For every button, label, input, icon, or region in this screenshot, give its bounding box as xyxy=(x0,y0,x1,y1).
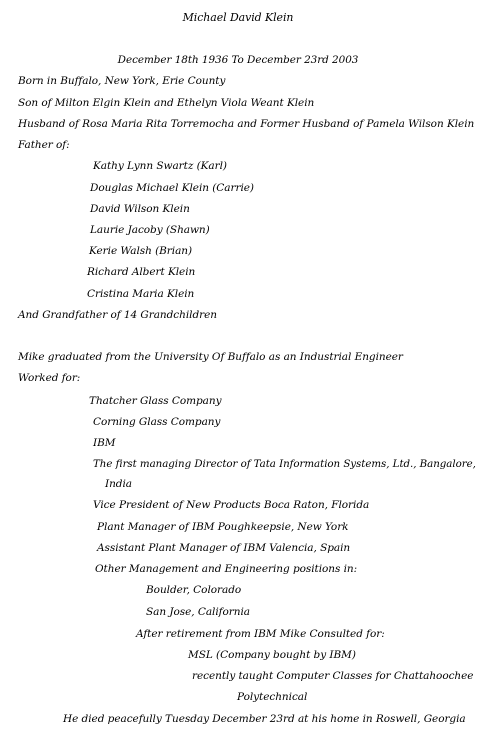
child-item: Douglas Michael Klein (Carrie) xyxy=(90,182,254,194)
birthplace: Born in Buffalo, New York, Erie County xyxy=(18,75,226,87)
father-of-label: Father of: xyxy=(18,139,70,151)
location-item: San Jose, California xyxy=(146,606,250,618)
grandfather-line: And Grandfather of 14 Grandchildren xyxy=(18,309,217,321)
child-item: Kerie Walsh (Brian) xyxy=(89,245,193,257)
location-item: Boulder, Colorado xyxy=(146,584,242,596)
life-dates: December 18th 1936 To December 23rd 2003 xyxy=(117,54,359,66)
consulting-company: MSL (Company bought by IBM) xyxy=(188,649,356,661)
child-item: Kathy Lynn Swartz (Karl) xyxy=(93,160,227,172)
retirement-line: After retirement from IBM Mike Consulted for: xyxy=(136,628,385,640)
company-item: IBM xyxy=(93,437,116,449)
child-item: Richard Albert Klein xyxy=(87,266,196,278)
other-positions-label: Other Management and Engineering positions in: xyxy=(95,563,358,575)
company-item: Thatcher Glass Company xyxy=(89,395,222,407)
role-item: Vice President of New Products Boca Raton, Florida xyxy=(93,499,370,511)
teaching-institution: Polytechnical xyxy=(237,691,308,703)
company-item: Corning Glass Company xyxy=(93,416,221,428)
worked-for-label: Worked for: xyxy=(18,372,81,384)
teaching-line: recently taught Computer Classes for Chattahoochee xyxy=(192,670,474,682)
tata-role-line: The first managing Director of Tata Information Systems, Ltd., Bangalore, xyxy=(93,458,476,470)
parents-line: Son of Milton Elgin Klein and Ethelyn Viola Weant Klein xyxy=(18,97,315,109)
role-item: Assistant Plant Manager of IBM Valencia, Spain xyxy=(97,542,351,554)
death-line: He died peacefully Tuesday December 23rd at his home in Roswell, Georgia xyxy=(63,713,466,725)
education-line: Mike graduated from the University Of Buffalo as an Industrial Engineer xyxy=(18,351,403,363)
role-item: Plant Manager of IBM Poughkeepsie, New York xyxy=(97,521,349,533)
child-item: Laurie Jacoby (Shawn) xyxy=(90,224,210,236)
child-item: Cristina Maria Klein xyxy=(87,288,195,300)
person-name: Michael David Klein xyxy=(182,11,294,24)
tata-role-location: India xyxy=(105,478,132,490)
child-item: David Wilson Klein xyxy=(90,203,190,215)
spouse-line: Husband of Rosa Maria Rita Torremocha and Former Husband of Pamela Wilson Klein xyxy=(18,118,475,130)
